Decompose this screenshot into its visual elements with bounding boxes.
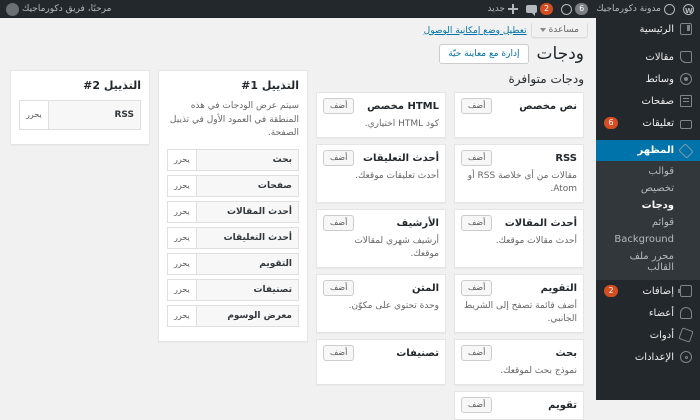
users-icon [680, 307, 692, 319]
admin-bar-greeting[interactable] [6, 0, 111, 18]
add-widget-button[interactable]: أضف [323, 345, 354, 361]
admin-bar-wp-logo[interactable] [683, 4, 694, 15]
edit-widget-button[interactable]: يحرر [168, 280, 197, 300]
submenu-item-widgets[interactable]: ودجات [641, 200, 674, 211]
sidebar-item-dashboard[interactable] [596, 18, 700, 40]
updates-icon [561, 4, 572, 15]
widget-description: أضف قائمة تصفح إلى الشريط الجانبي. [463, 301, 577, 325]
available-widget-card[interactable] [454, 339, 584, 385]
appearance-submenu [596, 161, 700, 280]
available-widget-card[interactable] [316, 144, 446, 203]
wordpress-logo-icon [683, 4, 694, 15]
add-widget-button[interactable]: أضف [323, 280, 354, 296]
available-widget-card[interactable] [454, 92, 584, 138]
plug-icon [680, 285, 692, 297]
greeting-label: مرحبًا، فريق دكورماجيك [22, 4, 112, 14]
widget-title: تقويم [548, 399, 577, 411]
widget-description: وحدة تحتوي على مكوّن. [348, 301, 439, 312]
sidebar-item-plugins[interactable] [596, 280, 700, 302]
brush-icon [678, 143, 694, 159]
edit-widget-button[interactable]: يحرر [168, 150, 197, 170]
screen-meta-bar [0, 18, 596, 40]
add-widget-button[interactable]: أضف [461, 280, 492, 296]
available-widget-card[interactable] [316, 209, 446, 268]
widget-area-panel [158, 70, 308, 342]
placed-widget-label: أحدث التعليقات [223, 232, 292, 243]
sidebar-item-tools[interactable] [596, 324, 700, 346]
sidebar-item-label: وسائط [645, 73, 674, 85]
pin-icon [680, 51, 692, 63]
edit-widget-button[interactable]: يحرر [168, 254, 197, 274]
placed-widget-label: بحث [272, 154, 292, 165]
updates-count-badge: 6 [575, 3, 588, 15]
available-widget-card[interactable] [316, 339, 446, 385]
widget-description: أرشيف شهري لمقالات موقعك. [354, 236, 439, 260]
accessibility-mode-link[interactable]: تعطيل وضع إمكانية الوصول [423, 25, 527, 36]
placed-widget-row[interactable] [167, 227, 299, 249]
page-header [0, 44, 596, 64]
submenu-item-themes[interactable]: قوالب [648, 166, 674, 177]
placed-widget-label: صفحات [257, 180, 292, 191]
admin-bar-new[interactable] [487, 0, 518, 18]
widget-title: التقويم [540, 282, 577, 294]
add-widget-button[interactable]: أضف [323, 215, 354, 231]
edit-widget-button[interactable]: يحرر [168, 228, 197, 248]
edit-widget-button[interactable]: يحرر [168, 306, 197, 326]
sidebar-item-pages[interactable] [596, 90, 700, 112]
widget-description: كود HTML اختياري. [364, 119, 439, 129]
avatar [6, 3, 19, 16]
widget-title: أحدث المقالات [504, 217, 577, 229]
sidebar-area-footer-2 [10, 70, 150, 145]
home-icon [664, 4, 675, 15]
admin-bar [0, 0, 700, 18]
available-widget-card[interactable] [454, 144, 584, 203]
tools-icon [678, 327, 693, 342]
comment-bubble-icon [526, 5, 537, 13]
available-widget-card[interactable] [316, 274, 446, 333]
add-widget-button[interactable]: أضف [461, 150, 492, 166]
add-widget-button[interactable]: أضف [461, 345, 492, 361]
edit-widget-button[interactable]: يحرر [20, 101, 49, 129]
submenu-item-theme-file-editor[interactable]: محرر ملف القالب [629, 251, 674, 273]
widget-area-panel [10, 70, 150, 145]
live-preview-button[interactable]: إدارة مع معاينة حيّة [439, 44, 528, 64]
placed-widget-row[interactable] [167, 149, 299, 171]
add-widget-button[interactable]: أضف [323, 98, 354, 114]
available-widget-card[interactable] [316, 92, 446, 138]
settings-icon [680, 351, 692, 363]
plugins-badge: 2 [604, 285, 618, 297]
widget-title: تصنيفات [396, 347, 439, 359]
submenu-item-customize[interactable]: تخصيص [640, 183, 674, 194]
sidebar-item-label: مقالات [645, 51, 674, 63]
widgets-columns [0, 64, 596, 420]
placed-widget-label: RSS [114, 110, 134, 120]
widget-description: أحدث تعليقات موقعك. [355, 171, 439, 182]
sidebar-item-settings[interactable] [596, 346, 700, 368]
placed-widget-label: أحدث المقالات [226, 206, 292, 217]
sidebar-item-label: أدوات [649, 329, 674, 341]
placed-widget-label: معرض الوسوم [227, 310, 292, 321]
sidebar-item-posts[interactable] [596, 46, 700, 68]
sidebar-item-comments[interactable] [596, 112, 700, 134]
media-icon [680, 73, 692, 85]
sidebar-item-label: إضافات [642, 285, 674, 297]
admin-bar-updates[interactable] [561, 3, 588, 15]
comments-badge: 6 [604, 117, 618, 129]
sidebar-item-media[interactable] [596, 68, 700, 90]
sidebar-item-label: صفحات [641, 95, 674, 107]
available-widget-card[interactable] [454, 274, 584, 333]
placed-widget-row[interactable] [167, 253, 299, 275]
add-widget-button[interactable]: أضف [461, 215, 492, 231]
sidebar-item-label: الإعدادات [634, 351, 674, 363]
available-widgets-column [316, 70, 584, 420]
comment-icon [680, 120, 692, 129]
sidebar-item-users[interactable] [596, 302, 700, 324]
submenu-item-menus[interactable]: قوائم [651, 217, 674, 228]
page-icon [680, 95, 692, 107]
help-tab-button[interactable] [531, 23, 588, 38]
available-widget-card[interactable] [454, 209, 584, 268]
comments-count-badge: 2 [540, 3, 553, 15]
placed-widget-row[interactable] [167, 175, 299, 197]
new-label: جديد [487, 4, 505, 14]
dashboard-icon [680, 23, 692, 35]
available-widgets-title: ودجات متوافرة [508, 72, 584, 86]
widget-title: أحدث التعليقات [362, 152, 439, 164]
placed-widget-row[interactable] [167, 305, 299, 327]
chevron-down-icon [540, 28, 546, 32]
widget-description: مقالات من أي خلاصة RSS أو Atom. [467, 171, 577, 195]
placed-widget-label: التقويم [259, 258, 292, 269]
admin-sidebar-menu [596, 18, 700, 400]
available-widget-card[interactable] [454, 391, 584, 420]
placed-widget-row[interactable] [167, 201, 299, 223]
widget-title: نص مخصص [519, 100, 577, 112]
help-label: مساعدة [548, 25, 579, 35]
available-widgets-grid [316, 92, 584, 420]
widget-title: RSS [555, 152, 577, 164]
edit-widget-button[interactable]: يحرر [168, 202, 197, 222]
sidebar-area-footer-1 [158, 70, 308, 342]
plus-icon [508, 4, 518, 14]
widget-area-title: التذييل 1# [241, 79, 299, 92]
placed-widget-row[interactable] [19, 100, 141, 130]
widget-description: أحدث مقالات موقعك. [495, 236, 577, 247]
admin-bar-comments[interactable] [526, 3, 553, 15]
sidebar-item-label: المظهر [637, 145, 674, 156]
sidebar-item-appearance[interactable] [596, 140, 700, 161]
widget-description: نموذج بحث لموقعك. [500, 366, 577, 377]
placed-widget-label: تصنيفات [253, 284, 292, 295]
widget-title: HTML مخصص [367, 100, 439, 112]
add-widget-button[interactable]: أضف [461, 98, 492, 114]
admin-bar-site-name[interactable] [596, 0, 675, 18]
widget-title: الأرشيف [396, 217, 439, 229]
submenu-item-background[interactable]: Background [614, 234, 674, 245]
sidebar-item-label: تعليقات [642, 117, 674, 129]
sidebar-item-label: الرئيسية [639, 23, 674, 35]
widget-area-title: التذييل 2# [83, 79, 141, 92]
add-widget-button[interactable]: أضف [461, 397, 492, 413]
widget-area-description: سيتم عرض الودجات في هذه المنطقة في العمود الأول في تذييل الصفحة. [169, 101, 299, 138]
site-name-label: مدونة دكورماجيك [596, 4, 661, 14]
main-content [0, 18, 596, 411]
edit-widget-button[interactable]: يحرر [168, 176, 197, 196]
placed-widget-row[interactable] [167, 279, 299, 301]
page-title: ودجات [536, 44, 584, 64]
add-widget-button[interactable]: أضف [323, 150, 354, 166]
sidebar-item-label: أعضاء [648, 307, 674, 319]
widget-title: بحث [555, 347, 577, 359]
widget-title: المتن [412, 282, 439, 294]
